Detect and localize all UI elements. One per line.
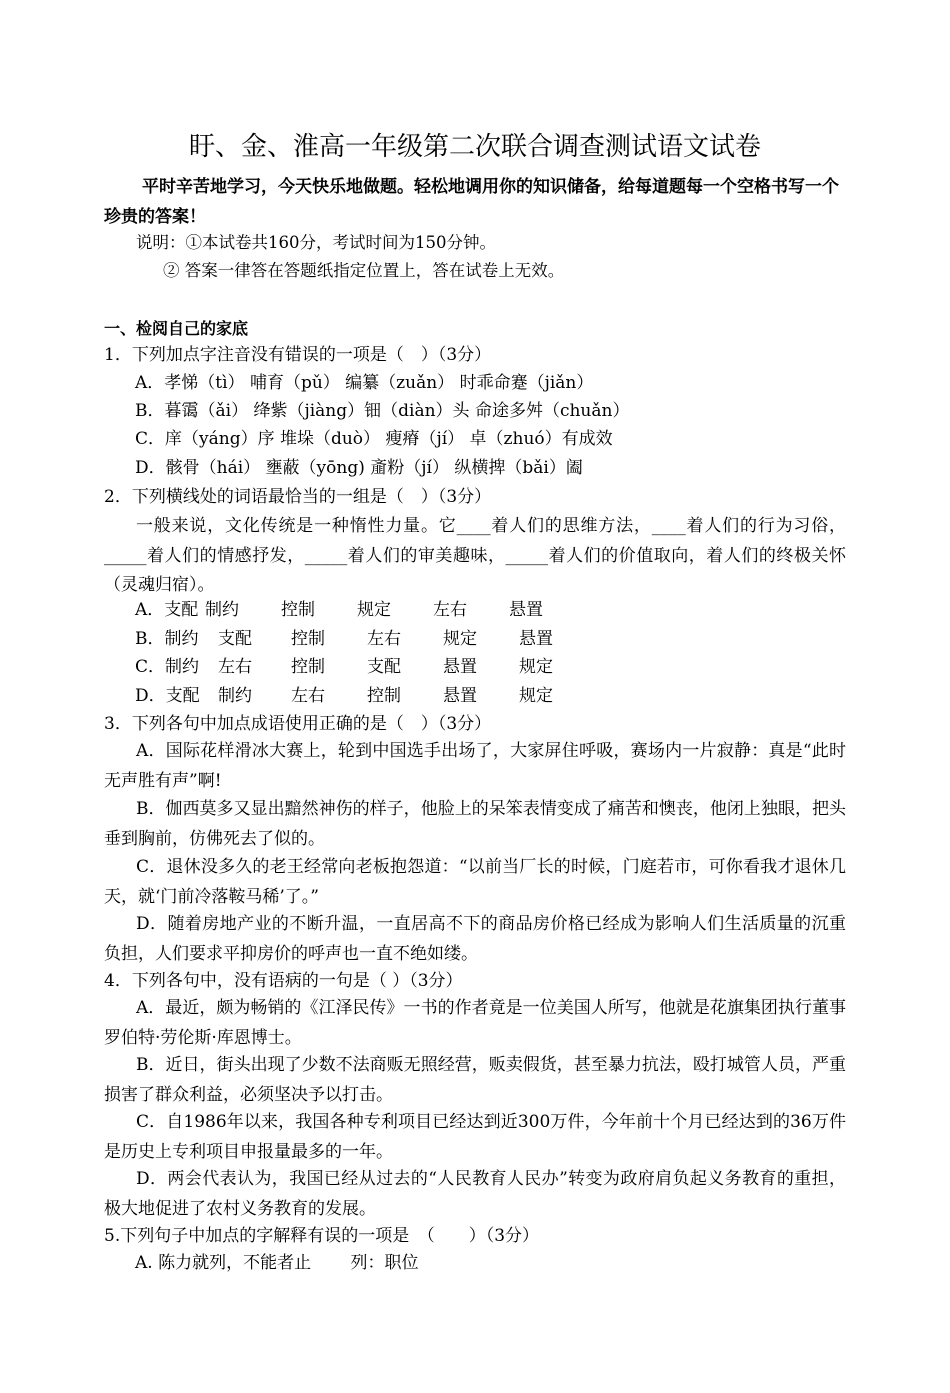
q2-d-w2: 制约 — [218, 686, 252, 706]
q2-b-w5: 规定 — [443, 629, 477, 649]
q2-option-b — [135, 626, 553, 652]
note-2: ② 答案一律答在答题纸指定位置上，答在试卷上无效。 — [163, 261, 565, 280]
q2-c-w1: C．制约 — [135, 657, 200, 677]
q1-option-d: D．骸骨（hái） 壅蔽（yōng) 齑粉（jí） 纵横捭（bǎi）阖 — [135, 458, 583, 478]
q2-b-w3: 控制 — [291, 629, 325, 649]
q4-option-a: A．最近，颇为畅销的《江泽民传》一书的作者竟是一位美国人所写，他就是花旗集团执行董事罗伯特·劳伦斯·库恩博士。 — [104, 998, 846, 1048]
q2-b-w1: B．制约 — [135, 629, 199, 649]
q2-a-w1: A．支配 — [135, 600, 199, 620]
q1-stem: 1．下列加点字注音没有错误的一项是（ ）（3分） — [104, 345, 492, 365]
q2-c-w4: 支配 — [367, 657, 401, 677]
q3-option-c: C．退休没多久的老王经常向老板抱怨道：“以前当厂长的时候，门庭若市，可你看我才退休几天，就‘门前冷落鞍马稀’了。” — [104, 857, 846, 907]
q5-option-a: A. 陈力就列，不能者止 列：职位 — [135, 1253, 419, 1273]
q3-stem: 3．下列各句中加点成语使用正确的是（ ）（3分） — [104, 714, 492, 734]
q2-b-w2: 支配 — [218, 629, 252, 649]
q2-c-w5: 悬置 — [443, 657, 477, 677]
q2-c-w3: 控制 — [291, 657, 325, 677]
q2-d-w1: D．支配 — [135, 686, 200, 706]
q2-c-w2: 左右 — [218, 657, 252, 677]
q2-b-w6: 悬置 — [519, 629, 553, 649]
q2-d-w6: 规定 — [519, 686, 553, 706]
q2-option-d — [135, 683, 553, 709]
q3-option-d: D．随着房地产业的不断升温，一直居高不下的商品房价格已经成为影响人们生活质量的沉重负担，人们要求平抑房价的呼声也一直不绝如缕。 — [104, 914, 846, 964]
q4-option-d: D．两会代表认为，我国已经从过去的“人民教育人民办”转变为政府肩负起义务教育的重担，极大地促进了农村义务教育的发展。 — [104, 1169, 846, 1219]
q2-c-w6: 规定 — [519, 657, 553, 677]
q2-d-w3: 左右 — [291, 686, 325, 706]
q2-option-c — [135, 654, 553, 680]
q3-option-a: A．国际花样滑冰大赛上，轮到中国选手出场了，大家屏住呼吸，赛场内一片寂静：真是“此时无声胜有声”啊! — [104, 741, 846, 791]
q1-option-a: A．孝悌（tì） 哺育（pǔ） 编纂（zuǎn） 时乖命蹇（jiǎn） — [135, 373, 594, 393]
q4-stem: 4．下列各句中，没有语病的一句是（ ）（3分） — [104, 971, 463, 991]
q4-option-c: C．自1986年以来，我国各种专利项目已经达到近300万件，今年前十个月已经达到的36万件是历史上专利项目申报量最多的一年。 — [104, 1112, 846, 1162]
section-heading: 一、检阅自己的家底 — [104, 319, 249, 338]
q2-a-w4: 规定 — [357, 600, 391, 620]
q2-d-w4: 控制 — [367, 686, 401, 706]
q4-option-b: B．近日，街头出现了少数不法商贩无照经营，贩卖假货，甚至暴力抗法，殴打城管人员，严重损害了群众利益，必须坚决予以打击。 — [104, 1055, 846, 1105]
q2-d-w5: 悬置 — [443, 686, 477, 706]
q2-a-w5: 左右 — [433, 600, 467, 620]
q1-option-c: C．庠（yáng）序 堆垛（duò） 瘦瘠（jí） 卓（zhuó）有成效 — [135, 429, 613, 449]
q2-a-w2: 制约 — [205, 600, 239, 620]
q5-stem: 5.下列句子中加点的字解释有误的一项是 （ ）（3分） — [104, 1226, 540, 1246]
intro-text: 平时辛苦地学习，今天快乐地做题。轻松地调用你的知识储备，给每道题每一个空格书写一个珍贵的答案！ — [104, 177, 839, 227]
q2-a-w6: 悬置 — [509, 600, 543, 620]
q3-option-b: B．伽西莫多又显出黯然神伤的样子，他脸上的呆笨表情变成了痛苦和懊丧，他闭上独眼，把头垂到胸前，仿佛死去了似的。 — [104, 799, 846, 849]
q2-option-a — [135, 597, 543, 623]
q2-passage: 一般来说，文化传统是一种惰性力量。它____着人们的思维方法，____着人们的行为习俗，_____着人们的情感抒发，_____着人们的审美趣味，_____着人们的价值取向，着人们的终极关怀（灵魂归宿）。 — [104, 516, 846, 595]
q2-b-w4: 左右 — [367, 629, 401, 649]
note-1: 说明：①本试卷共160分，考试时间为150分钟。 — [136, 233, 496, 252]
q2-stem: 2．下列横线处的词语最恰当的一组是（ ）（3分） — [104, 487, 492, 507]
page-title: 盱、金、淮高一年级第二次联合调查测试语文试卷 — [188, 132, 761, 162]
q1-option-b: B．暮霭（ǎi） 绛紫（jiàng）钿（diàn）头 命途多舛（chuǎn） — [135, 401, 630, 421]
q2-a-w3: 控制 — [281, 600, 315, 620]
